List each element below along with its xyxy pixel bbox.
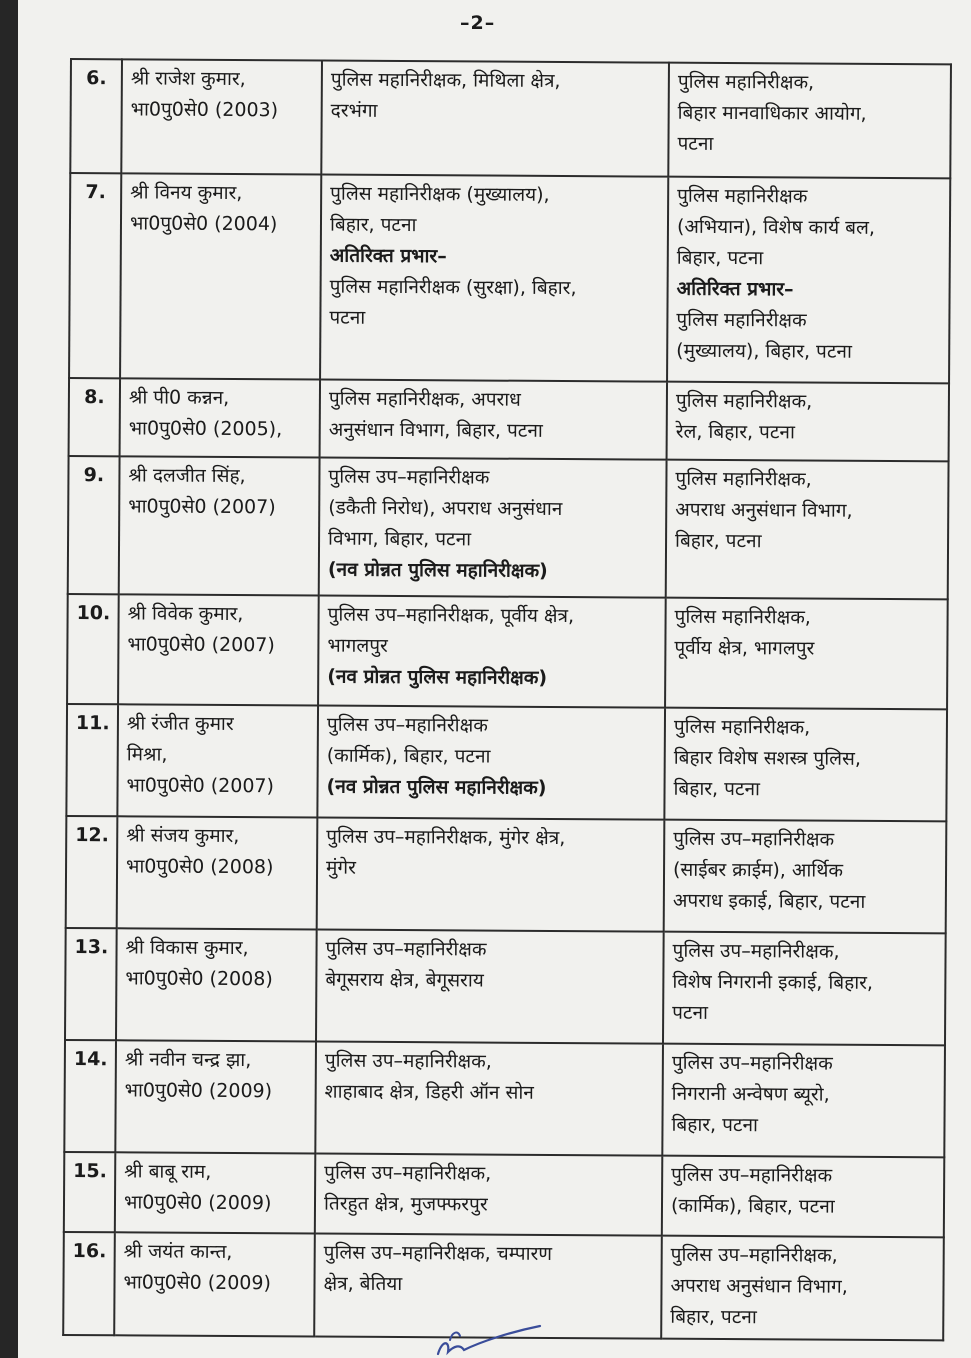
officer-name-cell xyxy=(120,378,320,457)
new-posting-line: (मुख्यालय), बिहार, पटना xyxy=(676,339,852,363)
new-posting-line: अपराध अनुसंधान विभाग, xyxy=(670,1274,848,1298)
new-posting-cell xyxy=(661,1236,944,1341)
serial-number-cell: 15. xyxy=(64,1152,115,1232)
current-posting-line: पटना xyxy=(329,306,366,329)
transfer-table xyxy=(62,58,952,1341)
bold-note-line: (नव प्रोन्नत पुलिस महानिरीक्षक) xyxy=(327,665,548,689)
current-posting-cell xyxy=(321,61,669,177)
officer-name-cell xyxy=(119,456,320,595)
new-posting-line: बिहार, पटना xyxy=(673,777,761,801)
officer-name-line: श्री रंजीत कुमार xyxy=(126,712,234,736)
current-posting-line: पुलिस महानिरीक्षक, अपराध xyxy=(328,387,521,411)
current-posting-line: बिहार, पटना xyxy=(329,213,417,237)
new-posting-line: पूर्वीय क्षेत्र, भागलपुर xyxy=(674,636,815,660)
current-posting-cell xyxy=(317,818,665,932)
officer-name-cell xyxy=(115,1152,315,1233)
current-posting-line: पुलिस उप–महानिरीक्षक, मुंगेर क्षेत्र, xyxy=(326,825,566,850)
bold-note-line: (नव प्रोन्नत पुलिस महानिरीक्षक) xyxy=(326,775,547,799)
officer-name-line: भा0पु0से0 (2007) xyxy=(127,633,275,657)
new-posting-line: रेल, बिहार, पटना xyxy=(675,420,795,444)
current-posting-line: पुलिस महानिरीक्षक (मुख्यालय), xyxy=(330,182,550,206)
current-posting-cell xyxy=(320,380,667,460)
officer-name-line: श्री जयंत कान्त, xyxy=(123,1240,233,1264)
current-posting-line: तिरहुत क्षेत्र, मुजफ्फरपुर xyxy=(323,1192,488,1216)
current-posting-cell xyxy=(315,1042,663,1156)
officer-name-line: श्री नवीन चन्द्र झा, xyxy=(124,1048,252,1072)
officer-name-line: श्री विकास कुमार, xyxy=(125,936,249,960)
new-posting-line: बिहार विशेष सशस्त्र पुलिस, xyxy=(673,746,861,770)
officer-name-line: भा0पु0से0 (2009) xyxy=(123,1191,272,1215)
new-posting-line: पुलिस महानिरीक्षक, xyxy=(674,605,811,629)
table-row xyxy=(66,704,947,821)
new-posting-line: पुलिस उप–महानिरीक्षक xyxy=(673,827,835,851)
officer-name-line: भा0पु0से0 (2004) xyxy=(129,212,278,236)
officer-name-line: श्री राजेश कुमार, xyxy=(130,67,246,91)
serial-number-cell: 11. xyxy=(66,704,118,816)
current-posting-line: पुलिस उप–महानिरीक्षक xyxy=(326,713,488,737)
scan-left-edge xyxy=(0,0,18,1358)
new-posting-line: पुलिस महानिरीक्षक, xyxy=(677,70,815,94)
current-posting-line: पुलिस उप–महानिरीक्षक xyxy=(325,937,487,961)
current-posting-line: पुलिस उप–महानिरीक्षक, पूर्वीय क्षेत्र, xyxy=(327,603,575,628)
officer-name-line: भा0पु0से0 (2007) xyxy=(128,495,276,519)
officer-name-cell xyxy=(116,928,317,1041)
current-posting-line: विभाग, बिहार, पटना xyxy=(328,527,472,551)
new-posting-cell xyxy=(668,63,951,179)
bold-note-line: (नव प्रोन्नत पुलिस महानिरीक्षक) xyxy=(327,558,548,582)
officer-name-line: भा0पु0से0 (2005), xyxy=(128,417,283,441)
current-posting-line: क्षेत्र, बेतिया xyxy=(323,1272,403,1296)
officer-name-cell xyxy=(114,1232,315,1336)
table-row xyxy=(69,173,950,383)
current-posting-line: शाहाबाद क्षेत्र, डिहरी ऑन सोन xyxy=(324,1080,534,1104)
new-posting-line: पुलिस महानिरीक्षक, xyxy=(673,715,811,739)
officer-name-line: श्री पी0 कन्नन, xyxy=(128,386,230,409)
new-posting-line: विशेष निगरानी इकाई, बिहार, xyxy=(672,970,874,994)
current-posting-line: पुलिस उप–महानिरीक्षक, xyxy=(324,1161,492,1185)
new-posting-line: (अभियान), विशेष कार्य बल, xyxy=(676,215,876,239)
new-posting-line: पुलिस महानिरीक्षक, xyxy=(675,389,813,413)
table-row xyxy=(64,1040,945,1157)
new-posting-line: अपराध इकाई, बिहार, पटना xyxy=(672,889,866,913)
current-posting-line: भागलपुर xyxy=(327,634,388,657)
current-posting-cell xyxy=(316,930,664,1044)
new-posting-line: बिहार मानवाधिकार आयोग, xyxy=(677,101,867,125)
new-posting-line: पुलिस उप–महानिरीक्षक, xyxy=(670,1243,838,1267)
new-posting-line: बिहार, पटना xyxy=(674,529,762,553)
serial-number-cell: 16. xyxy=(63,1232,115,1335)
current-posting-line: पुलिस महानिरीक्षक (सुरक्षा), बिहार, xyxy=(329,275,577,300)
bold-note-line: अतिरिक्त प्रभार– xyxy=(676,277,794,301)
officer-name-line: श्री बाबू राम, xyxy=(124,1160,212,1183)
officer-name-cell xyxy=(118,594,319,705)
new-posting-cell xyxy=(663,932,946,1046)
officer-name-cell xyxy=(117,704,318,817)
new-posting-line: (साईबर क्राईम), आर्थिक xyxy=(672,858,844,882)
officer-name-line: भा0पु0से0 (2003) xyxy=(130,98,279,122)
page-number: –2– xyxy=(460,12,496,34)
new-posting-line: पुलिस महानिरीक्षक xyxy=(676,308,807,332)
new-posting-line: बिहार, पटना xyxy=(670,1305,757,1329)
new-posting-cell xyxy=(662,1156,944,1238)
table-row xyxy=(64,1152,944,1237)
current-posting-cell xyxy=(315,1154,662,1236)
officer-name-line: श्री संजय कुमार, xyxy=(126,824,240,848)
current-posting-line: पुलिस उप–महानिरीक्षक xyxy=(328,465,490,489)
new-posting-cell xyxy=(665,598,948,710)
current-posting-cell xyxy=(320,175,668,382)
new-posting-cell xyxy=(666,460,949,600)
table-row xyxy=(66,816,947,933)
officer-name-line: श्री विनय कुमार, xyxy=(130,181,243,205)
officer-name-line: श्री विवेक कुमार, xyxy=(127,602,244,626)
current-posting-line: (कार्मिक), बिहार, पटना xyxy=(326,744,491,768)
officer-name-cell xyxy=(117,816,318,929)
serial-number-cell: 9. xyxy=(68,456,120,594)
current-posting-cell xyxy=(318,596,666,708)
current-posting-line: पुलिस महानिरीक्षक, मिथिला क्षेत्र, xyxy=(330,68,561,92)
officer-name-line: भा0पु0से0 (2007) xyxy=(126,774,275,798)
serial-number-cell: 13. xyxy=(65,928,117,1040)
officer-name-cell xyxy=(120,173,321,379)
new-posting-cell xyxy=(664,820,947,934)
current-posting-line: पुलिस उप–महानिरीक्षक, चम्पारण xyxy=(323,1241,553,1265)
signature-mark xyxy=(420,1322,550,1358)
bold-note-line: अतिरिक्त प्रभार– xyxy=(329,244,447,268)
new-posting-line: पुलिस उप–महानिरीक्षक, xyxy=(672,939,840,963)
serial-number-cell: 14. xyxy=(64,1040,116,1152)
current-posting-line: दरभंगा xyxy=(330,99,378,122)
current-posting-cell xyxy=(317,706,665,820)
current-posting-line: बेगूसराय क्षेत्र, बेगूसराय xyxy=(325,968,484,992)
new-posting-line: (कार्मिक), बिहार, पटना xyxy=(670,1194,835,1218)
new-posting-line: बिहार, पटना xyxy=(676,246,764,270)
table-row xyxy=(68,456,949,599)
serial-number-cell: 10. xyxy=(67,594,119,704)
table-row xyxy=(67,594,948,709)
new-posting-line: पुलिस उप–महानिरीक्षक xyxy=(671,1051,833,1075)
transfer-table-body xyxy=(63,59,951,1340)
officer-name-line: भा0पु0से0 (2009) xyxy=(124,1079,273,1103)
officer-name-line: भा0पु0से0 (2009) xyxy=(123,1271,271,1295)
current-posting-line: अनुसंधान विभाग, बिहार, पटना xyxy=(328,418,543,442)
current-posting-line: मुंगेर xyxy=(325,856,356,879)
new-posting-line: अपराध अनुसंधान विभाग, xyxy=(675,498,853,522)
table-row xyxy=(70,59,951,178)
serial-number-cell: 12. xyxy=(66,816,118,928)
officer-name-line: मिश्रा, xyxy=(126,743,168,766)
officer-name-line: भा0पु0से0 (2008) xyxy=(125,855,274,879)
serial-number-cell: 6. xyxy=(70,59,122,173)
serial-number-cell: 8. xyxy=(69,378,120,456)
officer-name-cell xyxy=(121,59,322,174)
new-posting-line: बिहार, पटना xyxy=(671,1113,759,1137)
new-posting-line: पुलिस उप–महानिरीक्षक xyxy=(671,1163,833,1187)
table-row xyxy=(65,928,946,1045)
officer-name-line: श्री दलजीत सिंह, xyxy=(128,464,246,488)
new-posting-line: निगरानी अन्वेषण ब्यूरो, xyxy=(671,1082,830,1106)
current-posting-line: पुलिस उप–महानिरीक्षक, xyxy=(324,1049,492,1073)
officer-name-cell xyxy=(115,1040,316,1153)
table-row xyxy=(69,378,949,461)
new-posting-line: पटना xyxy=(677,132,714,155)
new-posting-cell xyxy=(664,708,947,822)
serial-number-cell: 7. xyxy=(69,173,121,378)
new-posting-line: पुलिस महानिरीक्षक xyxy=(677,184,808,208)
officer-name-line: भा0पु0से0 (2008) xyxy=(125,967,273,991)
new-posting-cell xyxy=(667,177,950,384)
new-posting-cell xyxy=(667,382,949,462)
new-posting-line: पुलिस महानिरीक्षक, xyxy=(675,467,812,491)
current-posting-line: (डकैती निरोध), अपराध अनुसंधान xyxy=(328,496,563,521)
new-posting-cell xyxy=(662,1044,945,1158)
current-posting-cell xyxy=(319,458,667,598)
new-posting-line: पटना xyxy=(672,1001,709,1024)
